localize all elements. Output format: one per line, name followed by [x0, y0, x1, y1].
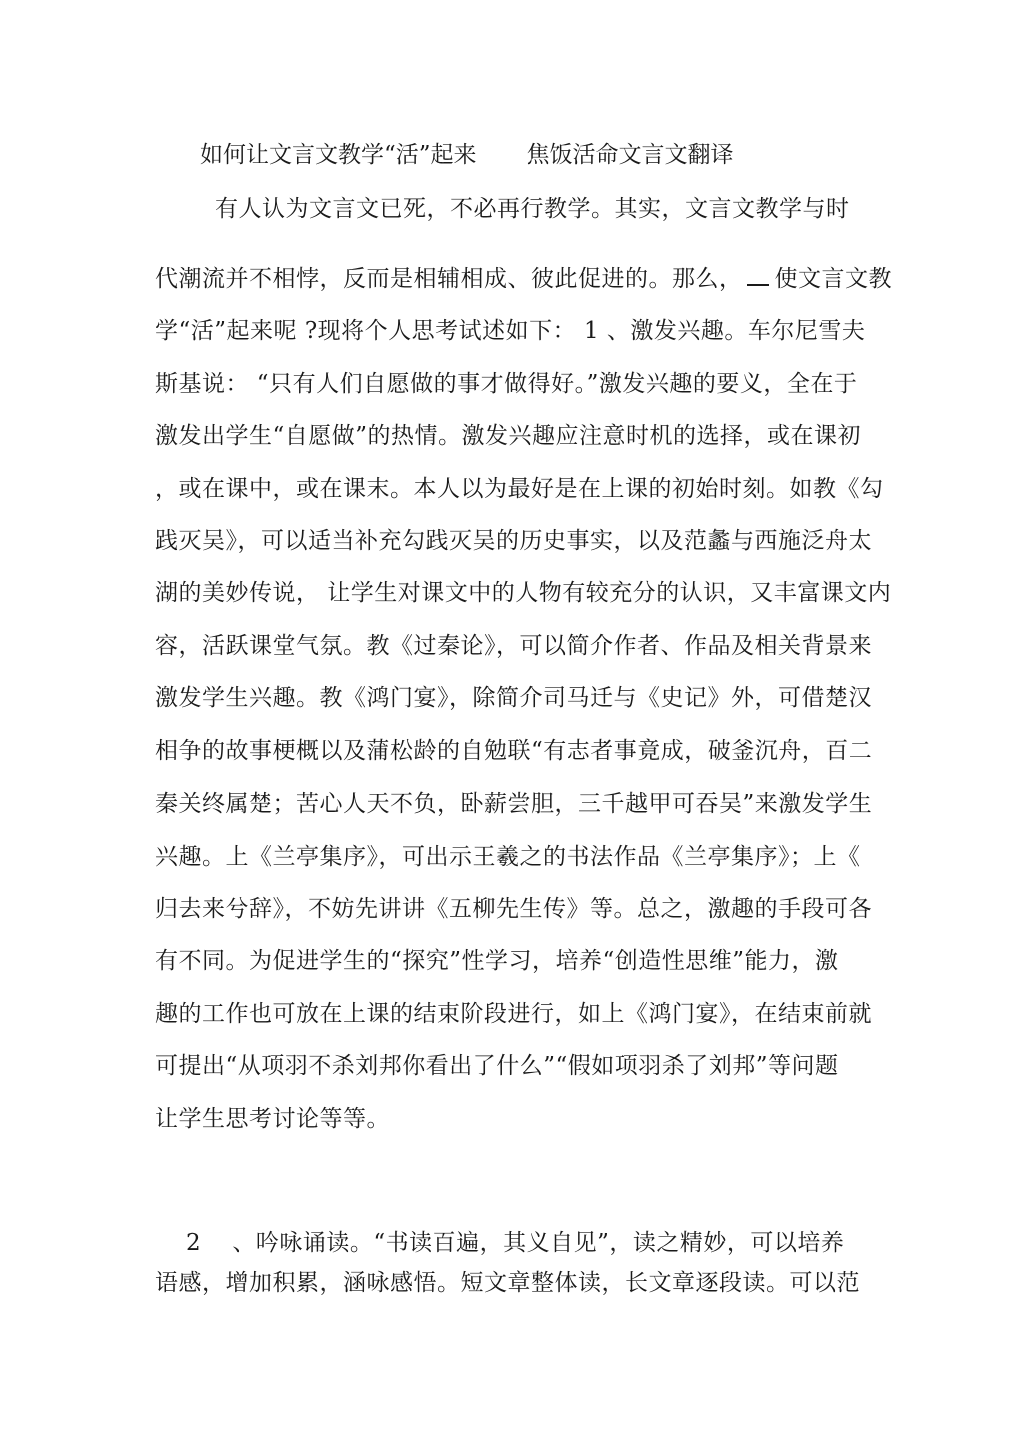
- title-part-2: 焦饭活命文言文翻译: [526, 142, 734, 168]
- paragraph-1-line-8: 湖的美妙传说， 让学生对课文中的人物有较充分的认识，又丰富课文内: [155, 580, 892, 606]
- paragraph-1-line-7: 践灭吴》，可以适当补充勾践灭吴的历史事实，以及范蠡与西施泛舟太: [155, 528, 872, 554]
- paragraph-1-line-4: 斯基说： “只有人们自愿做的事才做得好。”激发兴趣的要义，全在于: [155, 371, 858, 397]
- paragraph-2-line-1: 2 、吟咏诵读。“书读百遍，其义自见”，读之精妙，可以培养: [186, 1230, 845, 1256]
- paragraph-1-line-2: [155, 264, 892, 294]
- paragraph-1-line-1: 有人认为文言文已死，不必再行教学。其实，文言文教学与时: [215, 196, 850, 222]
- paragraph-1-line-10: 激发学生兴趣。教《鸿门宴》，除简介司马迁与《史记》外，可借楚汉: [155, 685, 872, 711]
- paragraph-1-line-16: 趣的工作也可放在上课的结束阶段进行，如上《鸿门宴》，在结束前就: [155, 1001, 872, 1027]
- paragraph-1-line-13: 兴趣。上《兰亭集序》，可出示王羲之的书法作品《兰亭集序》；上《: [155, 844, 861, 870]
- paragraph-1-line-12: 秦关终属楚；苦心人天不负，卧薪尝胆，三千越甲可吞吴”来激发学生: [155, 791, 873, 817]
- paragraph-1-line-18: 让学生思考讨论等等。: [155, 1106, 390, 1132]
- paragraph-1-line-2a: 代潮流并不相悖，反而是相辅相成、彼此促进的。那么，: [155, 266, 743, 292]
- paragraph-1-line-11: 相争的故事梗概以及蒲松龄的自勉联“有志者事竟成，破釜沉舟，百二: [155, 738, 873, 764]
- paragraph-1-line-6: ，或在课中，或在课末。本人以为最好是在上课的初始时刻。如教《勾: [155, 476, 884, 502]
- paragraph-1-line-3: 学“活”起来呢 ?现将个人思考试述如下： 1 、激发兴趣。车尔尼雪夫: [155, 318, 866, 344]
- paragraph-1-line-9: 容，活跃课堂气氛。教《过秦论》，可以简介作者、作品及相关背景来: [155, 633, 872, 659]
- paragraph-1-line-15: 有不同。为促进学生的“探究”性学习，培养“创造性思维”能力，激: [155, 948, 839, 974]
- fill-in-blank: [747, 266, 769, 286]
- title-part-1: 如何让文言文教学“活”起来: [200, 142, 477, 168]
- paragraph-1-line-5: 激发出学生“自愿做”的热情。激发兴趣应注意时机的选择，或在课初: [155, 423, 862, 449]
- paragraph-1-line-2b: 使文言文教: [774, 266, 892, 292]
- paragraph-1-line-14: 归去来兮辞》，不妨先讲讲《五柳先生传》等。总之，激趣的手段可各: [155, 896, 872, 922]
- paragraph-2-line-2: 语感，增加积累，涵咏感悟。短文章整体读，长文章逐段读。可以范: [155, 1270, 860, 1296]
- paragraph-1-line-17: 可提出“从项羽不杀刘邦你看出了什么”“假如项羽杀了刘邦”等问题: [155, 1053, 839, 1079]
- page-title: [200, 140, 734, 170]
